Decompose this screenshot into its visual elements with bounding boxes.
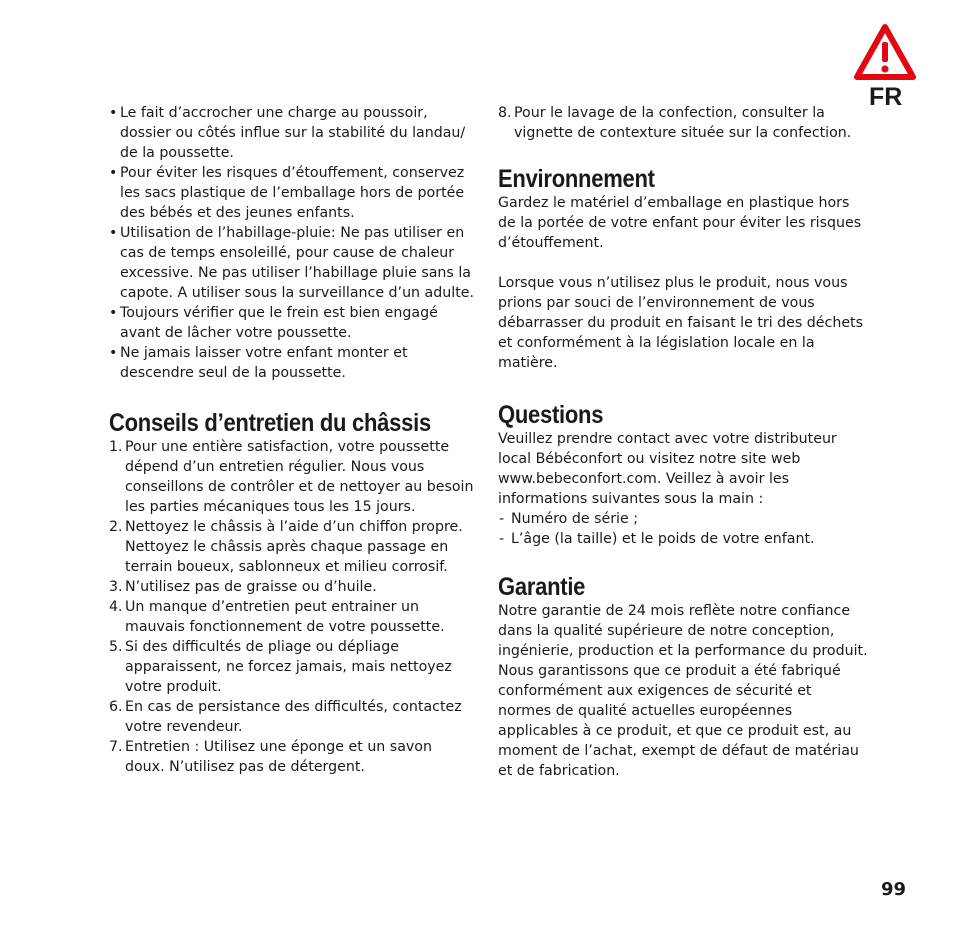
list-item bbox=[109, 697, 474, 737]
step-number: 7. bbox=[109, 739, 123, 755]
step-number: 8. bbox=[498, 105, 512, 121]
page-number: 99 bbox=[881, 879, 907, 900]
maintenance-heading: Conseils d’entretien du châssis bbox=[109, 409, 431, 437]
environment-paragraph: Gardez le matériel d’emballage en plastique hors de la portée de votre enfant pour éviter les risques d’étouffement. bbox=[498, 195, 862, 251]
step-number: 5. bbox=[109, 639, 123, 655]
list-item bbox=[109, 577, 474, 597]
step-number: 3. bbox=[109, 579, 123, 595]
list-item: • Ne jamais laisser votre enfant monter et descendre seul de la poussette. bbox=[109, 343, 474, 383]
list-item: • Utilisation de l’habillage-pluie: Ne pas utiliser en cas de temps ensoleillé, pour cause de chaleur excessive. Ne pas utiliser l’habillage pluie sans la capote. A utiliser sous la surveillance d’un adulte. bbox=[109, 223, 474, 303]
list-item bbox=[498, 103, 868, 143]
maintenance-steps bbox=[109, 437, 474, 777]
list-item: - Numéro de série ; bbox=[498, 509, 868, 529]
step-text: Nettoyez le châssis à l’aide d’un chiffon propre. Nettoyez le châssis après chaque passage en terrain boueux, sablonneux et milieu corrosif. bbox=[125, 519, 463, 575]
safety-bullets bbox=[109, 103, 474, 383]
list-item: • Toujours vérifier que le frein est bien engagé avant de lâcher votre poussette. bbox=[109, 303, 474, 343]
questions-list bbox=[498, 509, 868, 549]
list-item bbox=[109, 737, 474, 777]
right-column bbox=[498, 103, 868, 781]
list-item: - L’âge (la taille) et le poids de votre enfant. bbox=[498, 529, 868, 549]
warning-triangle-icon bbox=[853, 23, 917, 83]
step-text: Entretien : Utilisez une éponge et un savon doux. N’utilisez pas de détergent. bbox=[125, 739, 432, 775]
step-text: Pour le lavage de la confection, consulter la vignette de contexture située sur la confection. bbox=[514, 105, 852, 141]
list-item: • Pour éviter les risques d’étouffement, conservez les sacs plastique de l’emballage hors de portée des bébés et des jeunes enfants. bbox=[109, 163, 474, 223]
environment-heading: Environnement bbox=[498, 165, 655, 193]
warranty-paragraph: Notre garantie de 24 mois reflète notre confiance dans la qualité supérieure de notre conception, ingénierie, production et la performance du produit. Nous garantissons que ce produit a été fabriqué conformément aux exigences de sécurité et normes de qualité actuelles européennes applicables à ce produit, et que ce produit est, au moment de l’achat, exempt de défaut de matériau et de fabrication. bbox=[498, 603, 868, 779]
step-text: En cas de persistance des difficultés, contactez votre revendeur. bbox=[125, 699, 462, 735]
warranty-heading: Garantie bbox=[498, 573, 586, 601]
step-text: Si des difficultés de pliage ou dépliage apparaissent, ne forcez jamais, mais nettoyez votre produit. bbox=[125, 639, 452, 695]
questions-heading: Questions bbox=[498, 401, 604, 429]
list-item bbox=[109, 637, 474, 697]
list-item bbox=[109, 517, 474, 577]
maintenance-steps-continued bbox=[498, 103, 868, 143]
step-text: Un manque d’entretien peut entrainer un mauvais fonctionnement de votre poussette. bbox=[125, 599, 445, 635]
step-number: 4. bbox=[109, 599, 123, 615]
environment-paragraph: Lorsque vous n’utilisez plus le produit, nous vous prions par souci de l’environnement de vous débarrasser du produit en faisant le tri des déchets et conformément à la législation locale en la matière. bbox=[498, 275, 864, 371]
list-item bbox=[109, 437, 474, 517]
left-column bbox=[109, 103, 474, 777]
language-label: FR bbox=[869, 83, 903, 111]
step-text: N’utilisez pas de graisse ou d’huile. bbox=[125, 579, 377, 595]
step-text: Pour une entière satisfaction, votre poussette dépend d’un entretien régulier. Nous vous conseillons de contrôler et de nettoyer au besoin les parties mécaniques tous les 15 jours. bbox=[125, 439, 474, 515]
questions-paragraph: Veuillez prendre contact avec votre distributeur local Bébéconfort ou visitez notre site web www.bebeconfort.com. Veillez à avoir les informations suivantes sous la main : bbox=[498, 431, 837, 507]
list-item: • Le fait d’accrocher une charge au poussoir, dossier ou côtés influe sur la stabilité du landau/ de la poussette. bbox=[109, 103, 474, 163]
list-item bbox=[109, 597, 474, 637]
step-number: 2. bbox=[109, 519, 123, 535]
step-number: 1. bbox=[109, 439, 123, 455]
step-number: 6. bbox=[109, 699, 123, 715]
